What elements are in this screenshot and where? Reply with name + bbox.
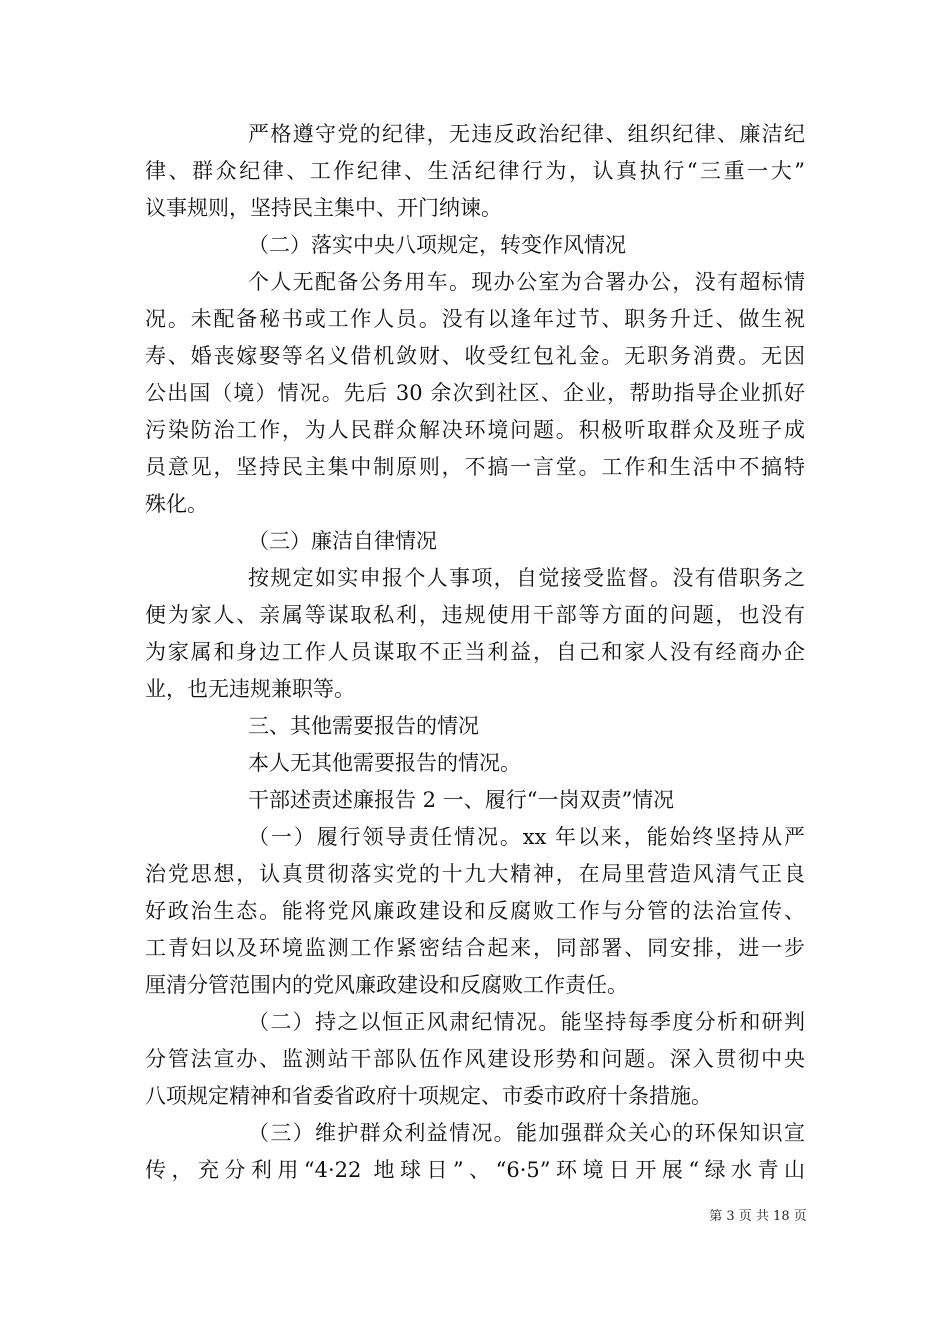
text-line: （三）廉洁自律情况: [248, 529, 437, 553]
text-line: 好政治生态。能将党风廉政建设和反腐败工作与分管的法治宣传、: [145, 899, 805, 923]
text-line: （三）维护群众利益情况。能加强群众关心的环保知识宣: [248, 1121, 805, 1145]
text-line: 传，充分利用“4·22 地球日”、“6·5”环境日开展“绿水青山: [145, 1158, 805, 1182]
text-line: 寿、婚丧嫁娶等名义借机敛财、收受红包礼金。无职务消费。无因: [145, 344, 805, 368]
text-line: 殊化。: [145, 492, 208, 516]
text-line: 八项规定精神和省委省政府十项规定、市委市政府十条措施。: [145, 1084, 712, 1108]
text-line: 个人无配备公务用车。现办公室为合署办公，没有超标情: [248, 270, 805, 294]
text-line: 议事规则，坚持民主集中、开门纳谏。: [145, 196, 502, 220]
text-line: （二）持之以恒正风肃纪情况。能坚持每季度分析和研判: [248, 1010, 805, 1034]
text-line: 律、群众纪律、工作纪律、生活纪律行为，认真执行“三重一大”: [145, 159, 805, 183]
text-line: 干部述责述廉报告 2 一、履行“一岗双责”情况: [248, 788, 675, 812]
text-line: 污染防治工作，为人民群众解决环境问题。积极听取群众及班子成: [145, 418, 805, 442]
page-number: 第 3 页 共 18 页: [709, 1209, 807, 1224]
text-line: （一）履行领导责任情况。xx 年以来，能始终坚持从严: [248, 825, 805, 849]
document-body: [145, 116, 805, 1189]
text-line: 治党思想，认真贯彻落实党的十九大精神，在局里营造风清气正良: [145, 862, 805, 886]
text-line: 三、其他需要报告的情况: [248, 714, 479, 738]
text-line: 本人无其他需要报告的情况。: [248, 751, 521, 775]
text-line: 按规定如实申报个人事项，自觉接受监督。没有借职务之: [248, 566, 805, 590]
text-line: 厘清分管范围内的党风廉政建设和反腐败工作责任。: [145, 973, 628, 997]
text-line: 工青妇以及环境监测工作紧密结合起来，同部署、同安排，进一步: [145, 936, 805, 960]
text-line: （二）落实中央八项规定，转变作风情况: [248, 233, 626, 257]
text-line: 为家属和身边工作人员谋取不正当利益，自己和家人没有经商办企: [145, 640, 805, 664]
text-line: 况。未配备秘书或工作人员。没有以逢年过节、职务升迁、做生祝: [145, 307, 805, 331]
text-line: 严格遵守党的纪律，无违反政治纪律、组织纪律、廉洁纪: [248, 122, 805, 146]
text-line: 员意见，坚持民主集中制原则，不搞一言堂。工作和生活中不搞特: [145, 455, 805, 479]
text-line: 分管法宣办、监测站干部队伍作风建设形势和问题。深入贯彻中央: [145, 1047, 805, 1071]
page-footer: [0, 1205, 950, 1224]
text-line: 便为家人、亲属等谋取私利，违规使用干部等方面的问题，也没有: [145, 603, 805, 627]
text-line: 公出国（境）情况。先后 30 余次到社区、企业，帮助指导企业抓好: [145, 381, 805, 405]
text-line: 业，也无违规兼职等。: [145, 677, 355, 701]
